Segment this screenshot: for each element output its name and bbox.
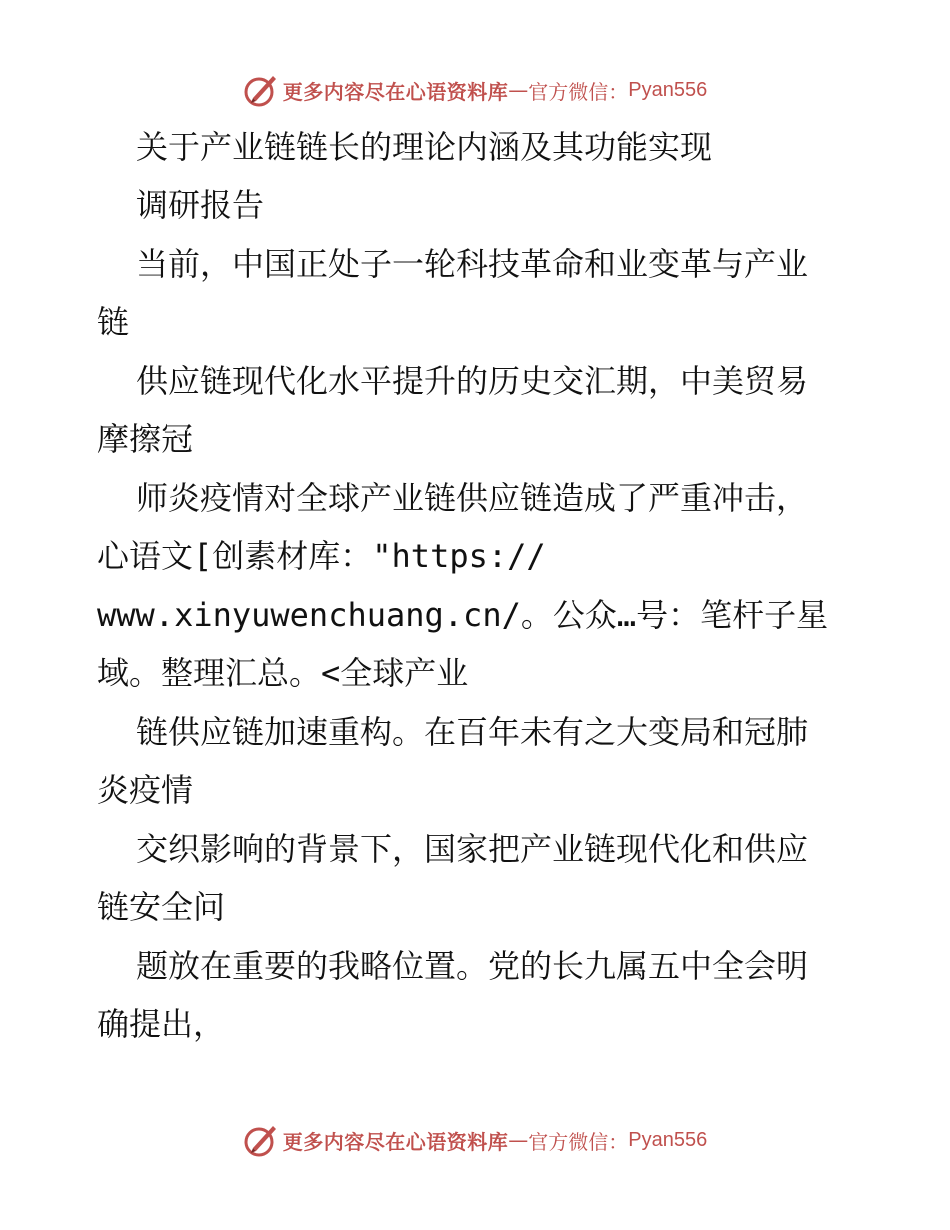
footer-banner-wechat-label: 官方微信： [528,1129,629,1154]
document-title: 关于产业链链长的理论内涵及其功能实现 [136,128,713,166]
paragraph-line: 摩擦冠 [97,420,194,458]
paragraph-line: 链安全问 [97,888,226,926]
footer-banner [0,1120,950,1160]
header-banner-title: 更多内容尽在心语资料库 [282,79,509,104]
document-subtitle: 调研报告 [136,186,265,224]
paragraph-line: 供应链现代化水平提升的历史交汇期，中美贸易 [136,362,809,400]
footer-banner-wechat-id: Pyan556 [628,1128,708,1151]
paragraph-line: 链 [97,303,130,341]
footer-banner-dash: — [508,1128,529,1152]
paragraph-line: 题放在重要的我略位置。党的长九属五中全会明 [136,947,809,985]
paragraph-line: 确提出， [97,1005,226,1043]
paragraph-line: 链供应链加速重构。在百年未有之大变局和冠肺 [136,713,809,751]
paragraph-line: 域。整理汇总。<全球产业 [97,654,469,692]
header-banner-dash: — [508,78,529,102]
footer-banner-title: 更多内容尽在心语资料库 [282,1129,509,1154]
paragraph-line: www.xinyuwenchuang.cn/。公众…号：笔杆子星 [97,596,829,634]
paragraph-line: 心语文[创素材库："https:// [97,537,546,575]
header-banner-wechat-id: Pyan556 [628,78,708,101]
quill-pen-logo-icon [243,1122,279,1158]
header-banner-wechat-label: 官方微信： [528,79,629,104]
paragraph-line: 炎疫情 [97,771,194,809]
paragraph-line: 当前，中国正处子一轮科技革命和业变革与产业 [136,245,809,283]
paragraph-line: 交织影响的背景下，国家把产业链现代化和供应 [136,830,809,868]
paragraph-line: 师炎疫情对全球产业链供应链造成了严重冲击， [136,479,809,517]
